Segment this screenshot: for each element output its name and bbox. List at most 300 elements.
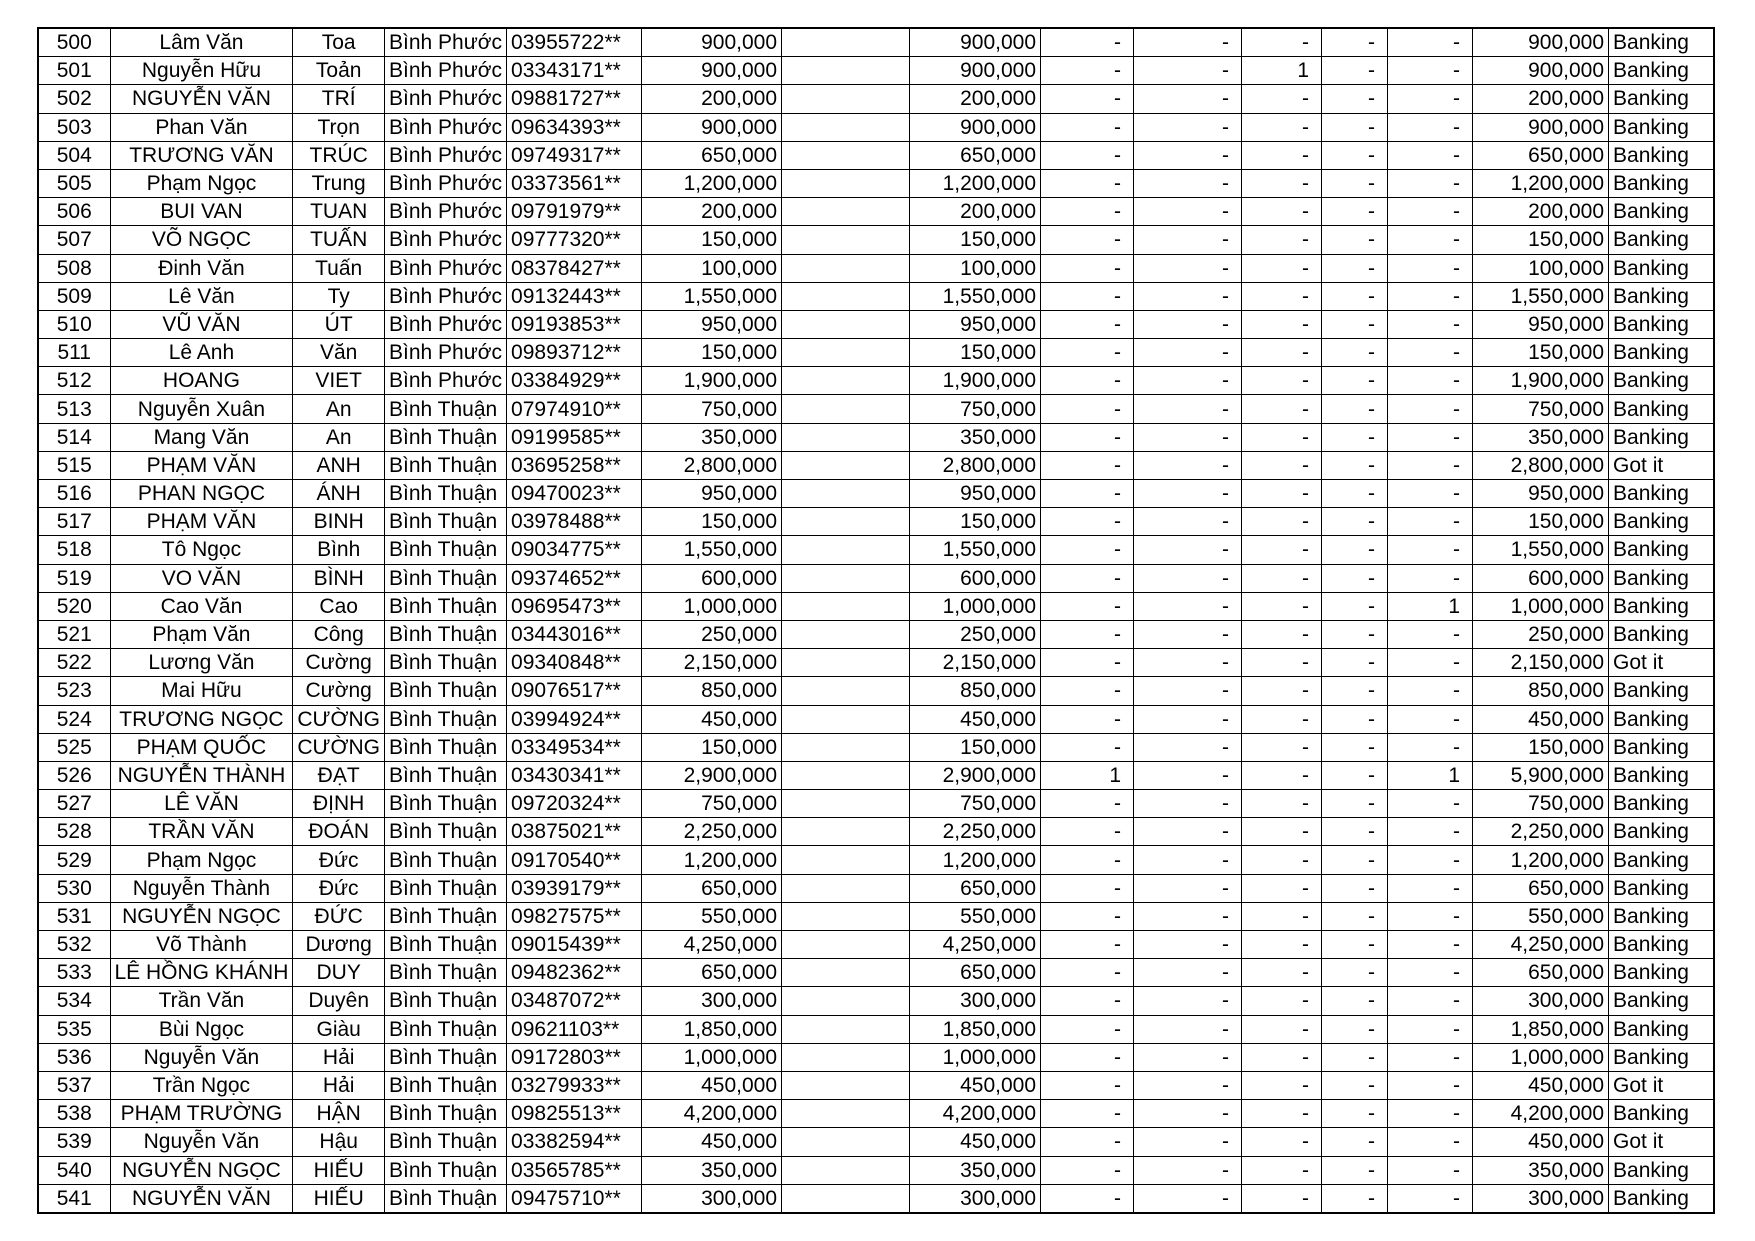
amount-cell: 300,000 bbox=[642, 987, 782, 1015]
flag-3-cell: - bbox=[1242, 28, 1322, 57]
flag-5-cell: - bbox=[1388, 790, 1473, 818]
row-number-cell: 539 bbox=[38, 1128, 110, 1156]
row-number-cell: 507 bbox=[38, 226, 110, 254]
flag-5-cell: - bbox=[1388, 620, 1473, 648]
payment-method-cell: Banking bbox=[1609, 733, 1714, 761]
flag-5-cell: - bbox=[1388, 395, 1473, 423]
given-name-cell: TRÚC bbox=[293, 141, 385, 169]
province-cell: Bình Thuận bbox=[384, 592, 506, 620]
flag-5-cell: - bbox=[1388, 254, 1473, 282]
flag-2-cell: - bbox=[1134, 395, 1242, 423]
flag-1-cell: - bbox=[1041, 28, 1134, 57]
surname-cell: LÊ HỒNG KHÁNH bbox=[110, 959, 293, 987]
total-cell: 450,000 bbox=[1473, 705, 1609, 733]
table-row bbox=[38, 677, 1714, 705]
flag-2-cell: - bbox=[1134, 1043, 1242, 1071]
amount-2-cell: 950,000 bbox=[910, 310, 1041, 338]
flag-2-cell: - bbox=[1134, 536, 1242, 564]
amount-2-cell: 250,000 bbox=[910, 620, 1041, 648]
flag-5-cell: - bbox=[1388, 451, 1473, 479]
flag-1-cell: - bbox=[1041, 451, 1134, 479]
amount-cell: 1,200,000 bbox=[642, 169, 782, 197]
amount-2-cell: 300,000 bbox=[910, 1184, 1041, 1213]
flag-4-cell: - bbox=[1322, 508, 1388, 536]
row-number-cell: 509 bbox=[38, 282, 110, 310]
row-number-cell: 538 bbox=[38, 1100, 110, 1128]
blank-cell bbox=[782, 902, 910, 930]
flag-1-cell: - bbox=[1041, 677, 1134, 705]
flag-1-cell: - bbox=[1041, 57, 1134, 85]
table-row bbox=[38, 536, 1714, 564]
flag-1-cell: - bbox=[1041, 902, 1134, 930]
blank-cell bbox=[782, 85, 910, 113]
flag-3-cell: - bbox=[1242, 733, 1322, 761]
province-cell: Bình Thuận bbox=[384, 1156, 506, 1184]
flag-3-cell: - bbox=[1242, 677, 1322, 705]
payment-method-cell: Banking bbox=[1609, 310, 1714, 338]
amount-2-cell: 1,000,000 bbox=[910, 592, 1041, 620]
row-number-cell: 527 bbox=[38, 790, 110, 818]
amount-cell: 950,000 bbox=[642, 480, 782, 508]
flag-5-cell: - bbox=[1388, 959, 1473, 987]
surname-cell: PHẠM VĂN bbox=[110, 451, 293, 479]
flag-2-cell: - bbox=[1134, 28, 1242, 57]
row-number-cell: 536 bbox=[38, 1043, 110, 1071]
payment-method-cell: Banking bbox=[1609, 818, 1714, 846]
phone-cell: 03373561** bbox=[507, 169, 642, 197]
table-row bbox=[38, 254, 1714, 282]
phone-cell: 09132443** bbox=[507, 282, 642, 310]
flag-4-cell: - bbox=[1322, 451, 1388, 479]
payment-method-cell: Banking bbox=[1609, 620, 1714, 648]
given-name-cell: Cao bbox=[293, 592, 385, 620]
flag-5-cell: - bbox=[1388, 874, 1473, 902]
phone-cell: 09791979** bbox=[507, 198, 642, 226]
flag-3-cell: - bbox=[1242, 423, 1322, 451]
payment-method-cell: Got it bbox=[1609, 1128, 1714, 1156]
province-cell: Bình Thuận bbox=[384, 931, 506, 959]
amount-cell: 350,000 bbox=[642, 1156, 782, 1184]
flag-1-cell: - bbox=[1041, 198, 1134, 226]
payment-method-cell: Banking bbox=[1609, 480, 1714, 508]
amount-2-cell: 900,000 bbox=[910, 57, 1041, 85]
amount-2-cell: 450,000 bbox=[910, 705, 1041, 733]
flag-1-cell: - bbox=[1041, 310, 1134, 338]
total-cell: 150,000 bbox=[1473, 226, 1609, 254]
phone-cell: 09374652** bbox=[507, 564, 642, 592]
flag-5-cell: - bbox=[1388, 818, 1473, 846]
payment-method-cell: Banking bbox=[1609, 254, 1714, 282]
flag-4-cell: - bbox=[1322, 902, 1388, 930]
flag-1-cell: - bbox=[1041, 141, 1134, 169]
province-cell: Bình Phước bbox=[384, 113, 506, 141]
flag-4-cell: - bbox=[1322, 28, 1388, 57]
flag-1-cell: - bbox=[1041, 620, 1134, 648]
province-cell: Bình Thuận bbox=[384, 451, 506, 479]
province-cell: Bình Thuận bbox=[384, 790, 506, 818]
surname-cell: Nguyễn Văn bbox=[110, 1043, 293, 1071]
flag-4-cell: - bbox=[1322, 620, 1388, 648]
flag-4-cell: - bbox=[1322, 649, 1388, 677]
surname-cell: BUI VAN bbox=[110, 198, 293, 226]
flag-4-cell: - bbox=[1322, 592, 1388, 620]
surname-cell: Lương Văn bbox=[110, 649, 293, 677]
flag-4-cell: - bbox=[1322, 874, 1388, 902]
total-cell: 600,000 bbox=[1473, 564, 1609, 592]
surname-cell: LÊ VĂN bbox=[110, 790, 293, 818]
surname-cell: Phạm Ngọc bbox=[110, 169, 293, 197]
flag-1-cell: - bbox=[1041, 987, 1134, 1015]
flag-1-cell: - bbox=[1041, 846, 1134, 874]
flag-1-cell: - bbox=[1041, 1184, 1134, 1213]
payment-method-cell: Banking bbox=[1609, 1043, 1714, 1071]
blank-cell bbox=[782, 480, 910, 508]
flag-1-cell: 1 bbox=[1041, 761, 1134, 789]
total-cell: 150,000 bbox=[1473, 508, 1609, 536]
row-number-cell: 521 bbox=[38, 620, 110, 648]
amount-cell: 2,800,000 bbox=[642, 451, 782, 479]
flag-5-cell: - bbox=[1388, 28, 1473, 57]
flag-2-cell: - bbox=[1134, 85, 1242, 113]
table-row bbox=[38, 564, 1714, 592]
given-name-cell: Giàu bbox=[293, 1015, 385, 1043]
blank-cell bbox=[782, 198, 910, 226]
flag-2-cell: - bbox=[1134, 677, 1242, 705]
payment-method-cell: Banking bbox=[1609, 959, 1714, 987]
given-name-cell: BINH bbox=[293, 508, 385, 536]
amount-cell: 4,250,000 bbox=[642, 931, 782, 959]
blank-cell bbox=[782, 677, 910, 705]
blank-cell bbox=[782, 818, 910, 846]
province-cell: Bình Thuận bbox=[384, 902, 506, 930]
table-row bbox=[38, 226, 1714, 254]
flag-2-cell: - bbox=[1134, 169, 1242, 197]
province-cell: Bình Thuận bbox=[384, 874, 506, 902]
row-number-cell: 520 bbox=[38, 592, 110, 620]
flag-1-cell: - bbox=[1041, 113, 1134, 141]
surname-cell: TRẦN VĂN bbox=[110, 818, 293, 846]
amount-cell: 350,000 bbox=[642, 423, 782, 451]
given-name-cell: Bình bbox=[293, 536, 385, 564]
amount-2-cell: 450,000 bbox=[910, 1071, 1041, 1099]
row-number-cell: 502 bbox=[38, 85, 110, 113]
blank-cell bbox=[782, 395, 910, 423]
flag-1-cell: - bbox=[1041, 282, 1134, 310]
given-name-cell: ĐẠT bbox=[293, 761, 385, 789]
flag-2-cell: - bbox=[1134, 480, 1242, 508]
flag-4-cell: - bbox=[1322, 254, 1388, 282]
given-name-cell: Hải bbox=[293, 1043, 385, 1071]
amount-2-cell: 350,000 bbox=[910, 1156, 1041, 1184]
flag-5-cell: - bbox=[1388, 226, 1473, 254]
given-name-cell: Công bbox=[293, 620, 385, 648]
flag-3-cell: - bbox=[1242, 592, 1322, 620]
amount-cell: 2,250,000 bbox=[642, 818, 782, 846]
flag-3-cell: - bbox=[1242, 705, 1322, 733]
flag-2-cell: - bbox=[1134, 564, 1242, 592]
province-cell: Bình Thuận bbox=[384, 564, 506, 592]
row-number-cell: 526 bbox=[38, 761, 110, 789]
flag-2-cell: - bbox=[1134, 761, 1242, 789]
table-row bbox=[38, 113, 1714, 141]
province-cell: Bình Phước bbox=[384, 141, 506, 169]
row-number-cell: 503 bbox=[38, 113, 110, 141]
surname-cell: HOANG bbox=[110, 367, 293, 395]
phone-cell: 09015439** bbox=[507, 931, 642, 959]
payment-method-cell: Banking bbox=[1609, 113, 1714, 141]
flag-1-cell: - bbox=[1041, 959, 1134, 987]
surname-cell: NGUYỄN VĂN bbox=[110, 85, 293, 113]
province-cell: Bình Thuận bbox=[384, 423, 506, 451]
surname-cell: Nguyễn Thành bbox=[110, 874, 293, 902]
flag-2-cell: - bbox=[1134, 198, 1242, 226]
given-name-cell: An bbox=[293, 395, 385, 423]
surname-cell: NGUYỄN NGỌC bbox=[110, 902, 293, 930]
amount-cell: 200,000 bbox=[642, 85, 782, 113]
flag-3-cell: - bbox=[1242, 620, 1322, 648]
flag-4-cell: - bbox=[1322, 705, 1388, 733]
flag-4-cell: - bbox=[1322, 1128, 1388, 1156]
surname-cell: Lâm Văn bbox=[110, 28, 293, 57]
payment-method-cell: Banking bbox=[1609, 564, 1714, 592]
amount-2-cell: 300,000 bbox=[910, 987, 1041, 1015]
amount-cell: 900,000 bbox=[642, 57, 782, 85]
table-row bbox=[38, 1100, 1714, 1128]
table-row bbox=[38, 508, 1714, 536]
payment-method-cell: Banking bbox=[1609, 282, 1714, 310]
flag-2-cell: - bbox=[1134, 1184, 1242, 1213]
total-cell: 900,000 bbox=[1473, 113, 1609, 141]
blank-cell bbox=[782, 761, 910, 789]
total-cell: 650,000 bbox=[1473, 141, 1609, 169]
table-row bbox=[38, 987, 1714, 1015]
blank-cell bbox=[782, 536, 910, 564]
payment-method-cell: Banking bbox=[1609, 169, 1714, 197]
table-row bbox=[38, 198, 1714, 226]
flag-3-cell: - bbox=[1242, 141, 1322, 169]
surname-cell: PHAN NGỌC bbox=[110, 480, 293, 508]
payment-method-cell: Banking bbox=[1609, 28, 1714, 57]
flag-4-cell: - bbox=[1322, 1043, 1388, 1071]
blank-cell bbox=[782, 790, 910, 818]
table-body bbox=[38, 28, 1714, 1213]
row-number-cell: 513 bbox=[38, 395, 110, 423]
amount-2-cell: 100,000 bbox=[910, 254, 1041, 282]
flag-2-cell: - bbox=[1134, 1100, 1242, 1128]
table-row bbox=[38, 1043, 1714, 1071]
table-row bbox=[38, 818, 1714, 846]
amount-cell: 150,000 bbox=[642, 226, 782, 254]
payment-method-cell: Got it bbox=[1609, 1071, 1714, 1099]
province-cell: Bình Thuận bbox=[384, 1071, 506, 1099]
province-cell: Bình Thuận bbox=[384, 818, 506, 846]
phone-cell: 09777320** bbox=[507, 226, 642, 254]
flag-3-cell: - bbox=[1242, 282, 1322, 310]
flag-3-cell: - bbox=[1242, 536, 1322, 564]
blank-cell bbox=[782, 987, 910, 1015]
phone-cell: 08378427** bbox=[507, 254, 642, 282]
flag-3-cell: - bbox=[1242, 367, 1322, 395]
blank-cell bbox=[782, 846, 910, 874]
flag-4-cell: - bbox=[1322, 395, 1388, 423]
province-cell: Bình Thuận bbox=[384, 395, 506, 423]
flag-2-cell: - bbox=[1134, 508, 1242, 536]
province-cell: Bình Thuận bbox=[384, 620, 506, 648]
amount-cell: 1,550,000 bbox=[642, 536, 782, 564]
payment-method-cell: Banking bbox=[1609, 57, 1714, 85]
table-row bbox=[38, 1184, 1714, 1213]
amount-cell: 200,000 bbox=[642, 198, 782, 226]
given-name-cell: HIẾU bbox=[293, 1184, 385, 1213]
flag-2-cell: - bbox=[1134, 874, 1242, 902]
flag-3-cell: - bbox=[1242, 1015, 1322, 1043]
total-cell: 2,150,000 bbox=[1473, 649, 1609, 677]
amount-cell: 1,000,000 bbox=[642, 592, 782, 620]
payment-method-cell: Banking bbox=[1609, 931, 1714, 959]
row-number-cell: 516 bbox=[38, 480, 110, 508]
amount-cell: 950,000 bbox=[642, 310, 782, 338]
blank-cell bbox=[782, 1043, 910, 1071]
flag-3-cell: - bbox=[1242, 790, 1322, 818]
flag-5-cell: - bbox=[1388, 1100, 1473, 1128]
given-name-cell: Ty bbox=[293, 282, 385, 310]
flag-3-cell: - bbox=[1242, 310, 1322, 338]
flag-5-cell: - bbox=[1388, 1184, 1473, 1213]
table-row bbox=[38, 846, 1714, 874]
flag-1-cell: - bbox=[1041, 508, 1134, 536]
flag-4-cell: - bbox=[1322, 85, 1388, 113]
flag-3-cell: - bbox=[1242, 564, 1322, 592]
flag-3-cell: - bbox=[1242, 198, 1322, 226]
given-name-cell: BÌNH bbox=[293, 564, 385, 592]
total-cell: 450,000 bbox=[1473, 1128, 1609, 1156]
flag-1-cell: - bbox=[1041, 818, 1134, 846]
flag-5-cell: - bbox=[1388, 1071, 1473, 1099]
flag-4-cell: - bbox=[1322, 1071, 1388, 1099]
given-name-cell: CƯỜNG bbox=[293, 705, 385, 733]
blank-cell bbox=[782, 310, 910, 338]
flag-2-cell: - bbox=[1134, 959, 1242, 987]
given-name-cell: Dương bbox=[293, 931, 385, 959]
province-cell: Bình Thuận bbox=[384, 846, 506, 874]
amount-2-cell: 150,000 bbox=[910, 226, 1041, 254]
given-name-cell: Hậu bbox=[293, 1128, 385, 1156]
phone-cell: 09470023** bbox=[507, 480, 642, 508]
amount-cell: 650,000 bbox=[642, 959, 782, 987]
flag-4-cell: - bbox=[1322, 113, 1388, 141]
amount-cell: 150,000 bbox=[642, 339, 782, 367]
given-name-cell: CƯỜNG bbox=[293, 733, 385, 761]
given-name-cell: Cường bbox=[293, 677, 385, 705]
surname-cell: Trần Ngọc bbox=[110, 1071, 293, 1099]
given-name-cell: Toản bbox=[293, 57, 385, 85]
amount-cell: 4,200,000 bbox=[642, 1100, 782, 1128]
flag-3-cell: - bbox=[1242, 480, 1322, 508]
table-row bbox=[38, 57, 1714, 85]
flag-1-cell: - bbox=[1041, 339, 1134, 367]
flag-3-cell: - bbox=[1242, 1071, 1322, 1099]
row-number-cell: 504 bbox=[38, 141, 110, 169]
amount-cell: 900,000 bbox=[642, 28, 782, 57]
flag-2-cell: - bbox=[1134, 620, 1242, 648]
flag-2-cell: - bbox=[1134, 226, 1242, 254]
surname-cell: Lê Anh bbox=[110, 339, 293, 367]
table-row bbox=[38, 28, 1714, 57]
flag-1-cell: - bbox=[1041, 592, 1134, 620]
amount-2-cell: 750,000 bbox=[910, 395, 1041, 423]
data-table bbox=[37, 27, 1715, 1214]
table-row bbox=[38, 395, 1714, 423]
blank-cell bbox=[782, 649, 910, 677]
payment-method-cell: Banking bbox=[1609, 761, 1714, 789]
row-number-cell: 506 bbox=[38, 198, 110, 226]
total-cell: 200,000 bbox=[1473, 198, 1609, 226]
table-row bbox=[38, 902, 1714, 930]
amount-cell: 550,000 bbox=[642, 902, 782, 930]
surname-cell: Đinh Văn bbox=[110, 254, 293, 282]
phone-cell: 09034775** bbox=[507, 536, 642, 564]
phone-cell: 09827575** bbox=[507, 902, 642, 930]
flag-5-cell: - bbox=[1388, 508, 1473, 536]
flag-5-cell: - bbox=[1388, 564, 1473, 592]
surname-cell: Phan Văn bbox=[110, 113, 293, 141]
phone-cell: 03382594** bbox=[507, 1128, 642, 1156]
given-name-cell: ĐOÁN bbox=[293, 818, 385, 846]
phone-cell: 09634393** bbox=[507, 113, 642, 141]
payment-method-cell: Banking bbox=[1609, 85, 1714, 113]
phone-cell: 09193853** bbox=[507, 310, 642, 338]
flag-5-cell: - bbox=[1388, 649, 1473, 677]
province-cell: Bình Thuận bbox=[384, 1128, 506, 1156]
blank-cell bbox=[782, 1128, 910, 1156]
total-cell: 150,000 bbox=[1473, 339, 1609, 367]
payment-method-cell: Banking bbox=[1609, 592, 1714, 620]
flag-4-cell: - bbox=[1322, 1100, 1388, 1128]
flag-3-cell: - bbox=[1242, 1128, 1322, 1156]
flag-1-cell: - bbox=[1041, 790, 1134, 818]
total-cell: 1,200,000 bbox=[1473, 846, 1609, 874]
phone-cell: 03939179** bbox=[507, 874, 642, 902]
payment-method-cell: Banking bbox=[1609, 874, 1714, 902]
flag-1-cell: - bbox=[1041, 874, 1134, 902]
flag-5-cell: - bbox=[1388, 113, 1473, 141]
flag-4-cell: - bbox=[1322, 367, 1388, 395]
flag-4-cell: - bbox=[1322, 761, 1388, 789]
flag-2-cell: - bbox=[1134, 846, 1242, 874]
phone-cell: 09172803** bbox=[507, 1043, 642, 1071]
flag-2-cell: - bbox=[1134, 1156, 1242, 1184]
flag-5-cell: 1 bbox=[1388, 761, 1473, 789]
surname-cell: VO VĂN bbox=[110, 564, 293, 592]
flag-1-cell: - bbox=[1041, 931, 1134, 959]
flag-2-cell: - bbox=[1134, 733, 1242, 761]
surname-cell: Nguyễn Xuân bbox=[110, 395, 293, 423]
table-row bbox=[38, 451, 1714, 479]
flag-1-cell: - bbox=[1041, 254, 1134, 282]
province-cell: Bình Phước bbox=[384, 85, 506, 113]
flag-5-cell: - bbox=[1388, 1156, 1473, 1184]
table-row bbox=[38, 1156, 1714, 1184]
blank-cell bbox=[782, 367, 910, 395]
amount-cell: 850,000 bbox=[642, 677, 782, 705]
province-cell: Bình Phước bbox=[384, 198, 506, 226]
province-cell: Bình Thuận bbox=[384, 677, 506, 705]
surname-cell: Lê Văn bbox=[110, 282, 293, 310]
total-cell: 450,000 bbox=[1473, 1071, 1609, 1099]
flag-1-cell: - bbox=[1041, 395, 1134, 423]
flag-5-cell: - bbox=[1388, 57, 1473, 85]
phone-cell: 03279933** bbox=[507, 1071, 642, 1099]
